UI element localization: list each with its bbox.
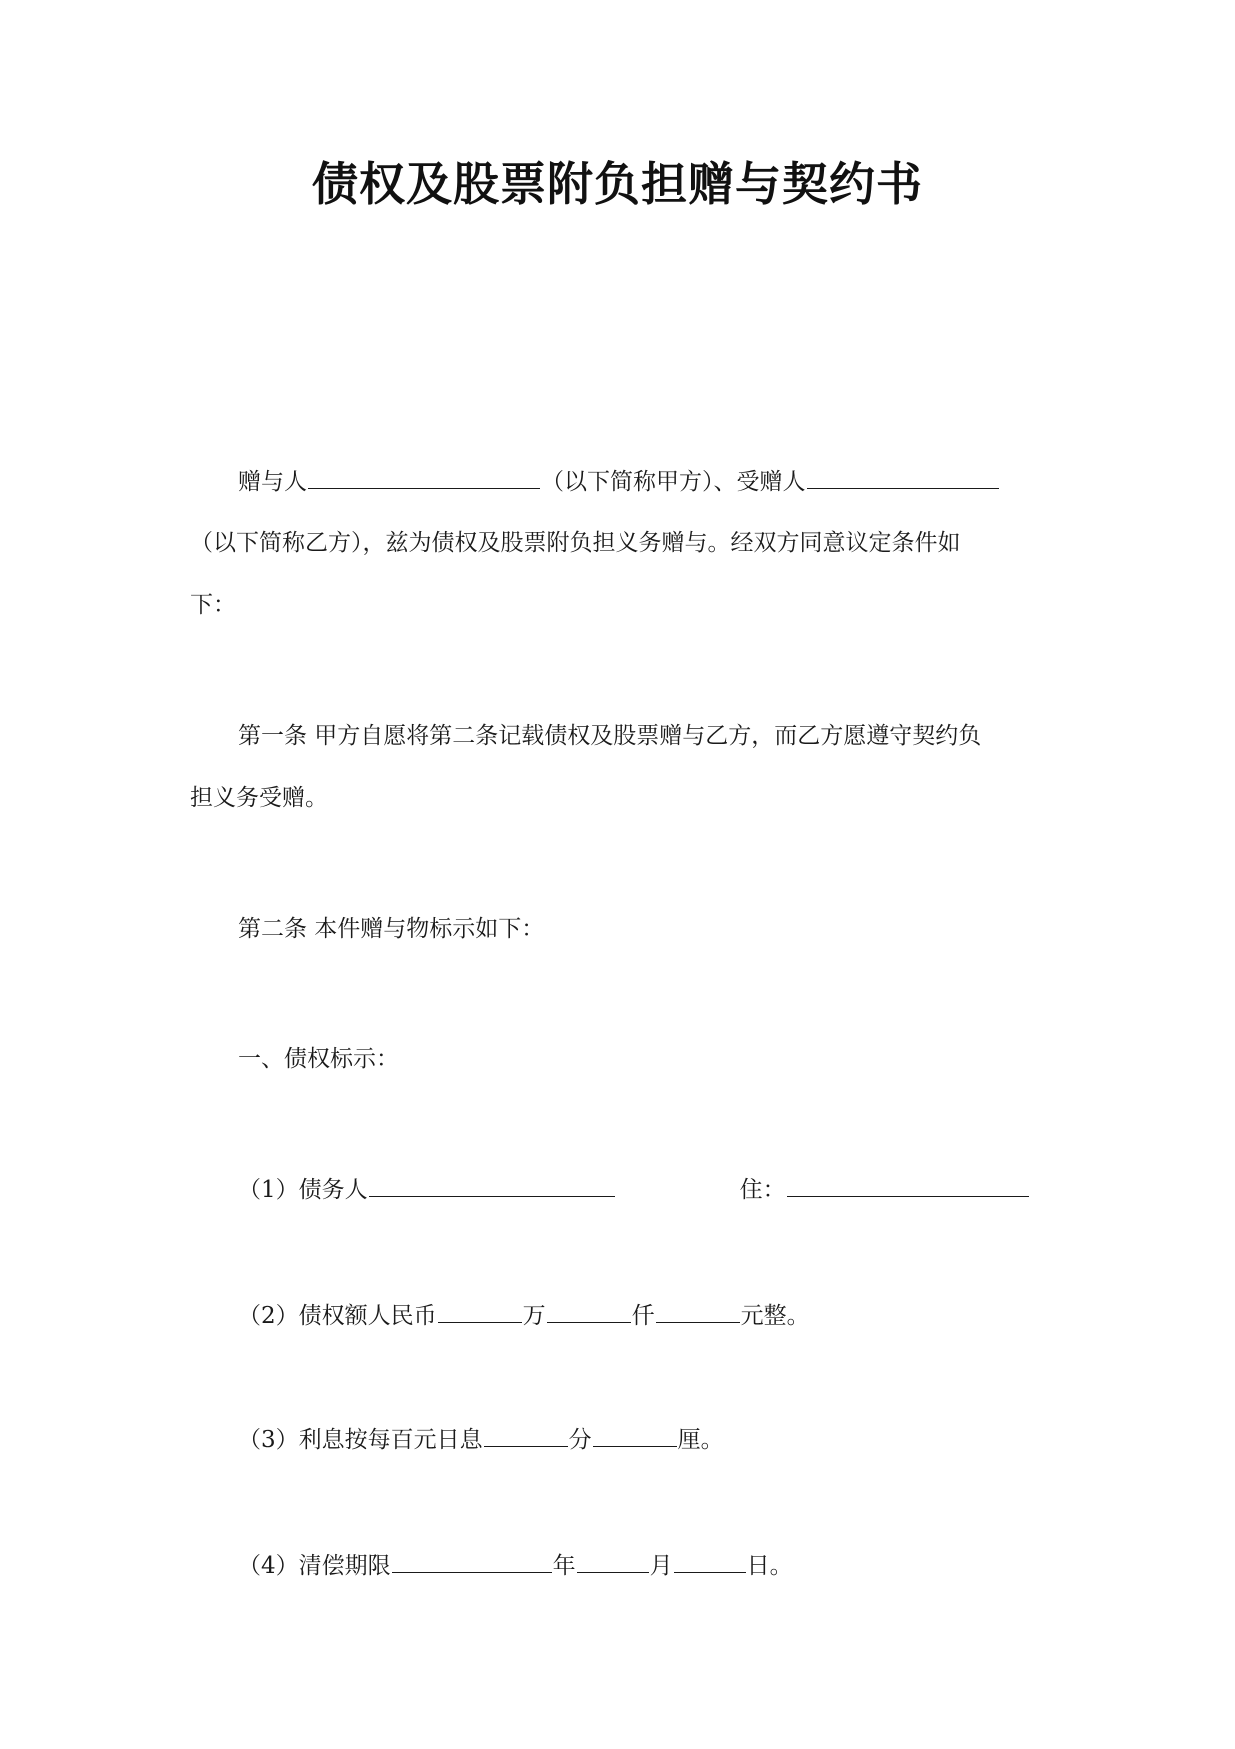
item-3-line bbox=[238, 1424, 1098, 1455]
document-title: 债权及股票附负担赠与契约书 bbox=[312, 157, 923, 211]
debtor-label: （1）债务人 bbox=[238, 1177, 368, 1203]
interest-fen-blank[interactable] bbox=[484, 1424, 568, 1447]
fen-label: 分 bbox=[568, 1427, 592, 1453]
item-1-line bbox=[238, 1174, 1098, 1205]
month-label: 月 bbox=[649, 1553, 673, 1579]
term-month-blank[interactable] bbox=[577, 1550, 649, 1573]
article-1-line-2: 担义务受赠。 bbox=[190, 785, 328, 811]
term-day-blank[interactable] bbox=[674, 1550, 746, 1573]
yuan-label: 元整。 bbox=[740, 1303, 810, 1329]
wan-label: 万 bbox=[522, 1303, 546, 1329]
interest-li-blank[interactable] bbox=[593, 1424, 677, 1447]
article-1-line-1: 第一条 甲方自愿将第二条记载债权及股票赠与乙方，而乙方愿遵守契约负 bbox=[238, 723, 982, 749]
debtor-name-blank[interactable] bbox=[369, 1174, 615, 1197]
day-label: 日。 bbox=[746, 1553, 793, 1579]
item-4-line bbox=[238, 1550, 1098, 1581]
amount-yuan-blank[interactable] bbox=[656, 1300, 740, 1323]
address-label: 住： bbox=[739, 1177, 786, 1203]
qian-label: 仟 bbox=[631, 1303, 655, 1329]
donee-name-blank[interactable] bbox=[807, 466, 999, 489]
article-2-heading: 第二条 本件赠与物标示如下： bbox=[238, 916, 545, 942]
claim-amount-label: （2）债权额人民币 bbox=[238, 1303, 437, 1329]
donor-name-blank[interactable] bbox=[308, 466, 540, 489]
term-year-blank[interactable] bbox=[392, 1550, 552, 1573]
preamble-line-3: 下： bbox=[190, 592, 236, 618]
section-1-heading: 一、债权标示： bbox=[238, 1046, 399, 1072]
donor-label: 赠与人 bbox=[238, 469, 307, 495]
li-label: 厘。 bbox=[677, 1427, 724, 1453]
donor-abbrev-label: （以下简称甲方）、受赠人 bbox=[541, 469, 806, 495]
interest-label: （3）利息按每百元日息 bbox=[238, 1427, 483, 1453]
amount-qian-blank[interactable] bbox=[547, 1300, 631, 1323]
year-label: 年 bbox=[552, 1553, 576, 1579]
amount-wan-blank[interactable] bbox=[438, 1300, 522, 1323]
address-blank[interactable] bbox=[787, 1174, 1029, 1197]
preamble-line-2: （以下简称乙方），兹为债权及股票附负担义务赠与。经双方同意议定条件如 bbox=[190, 530, 961, 556]
preamble-line-1 bbox=[238, 466, 1098, 497]
item-2-line bbox=[238, 1300, 1098, 1331]
repayment-term-label: （4）清偿期限 bbox=[238, 1553, 391, 1579]
